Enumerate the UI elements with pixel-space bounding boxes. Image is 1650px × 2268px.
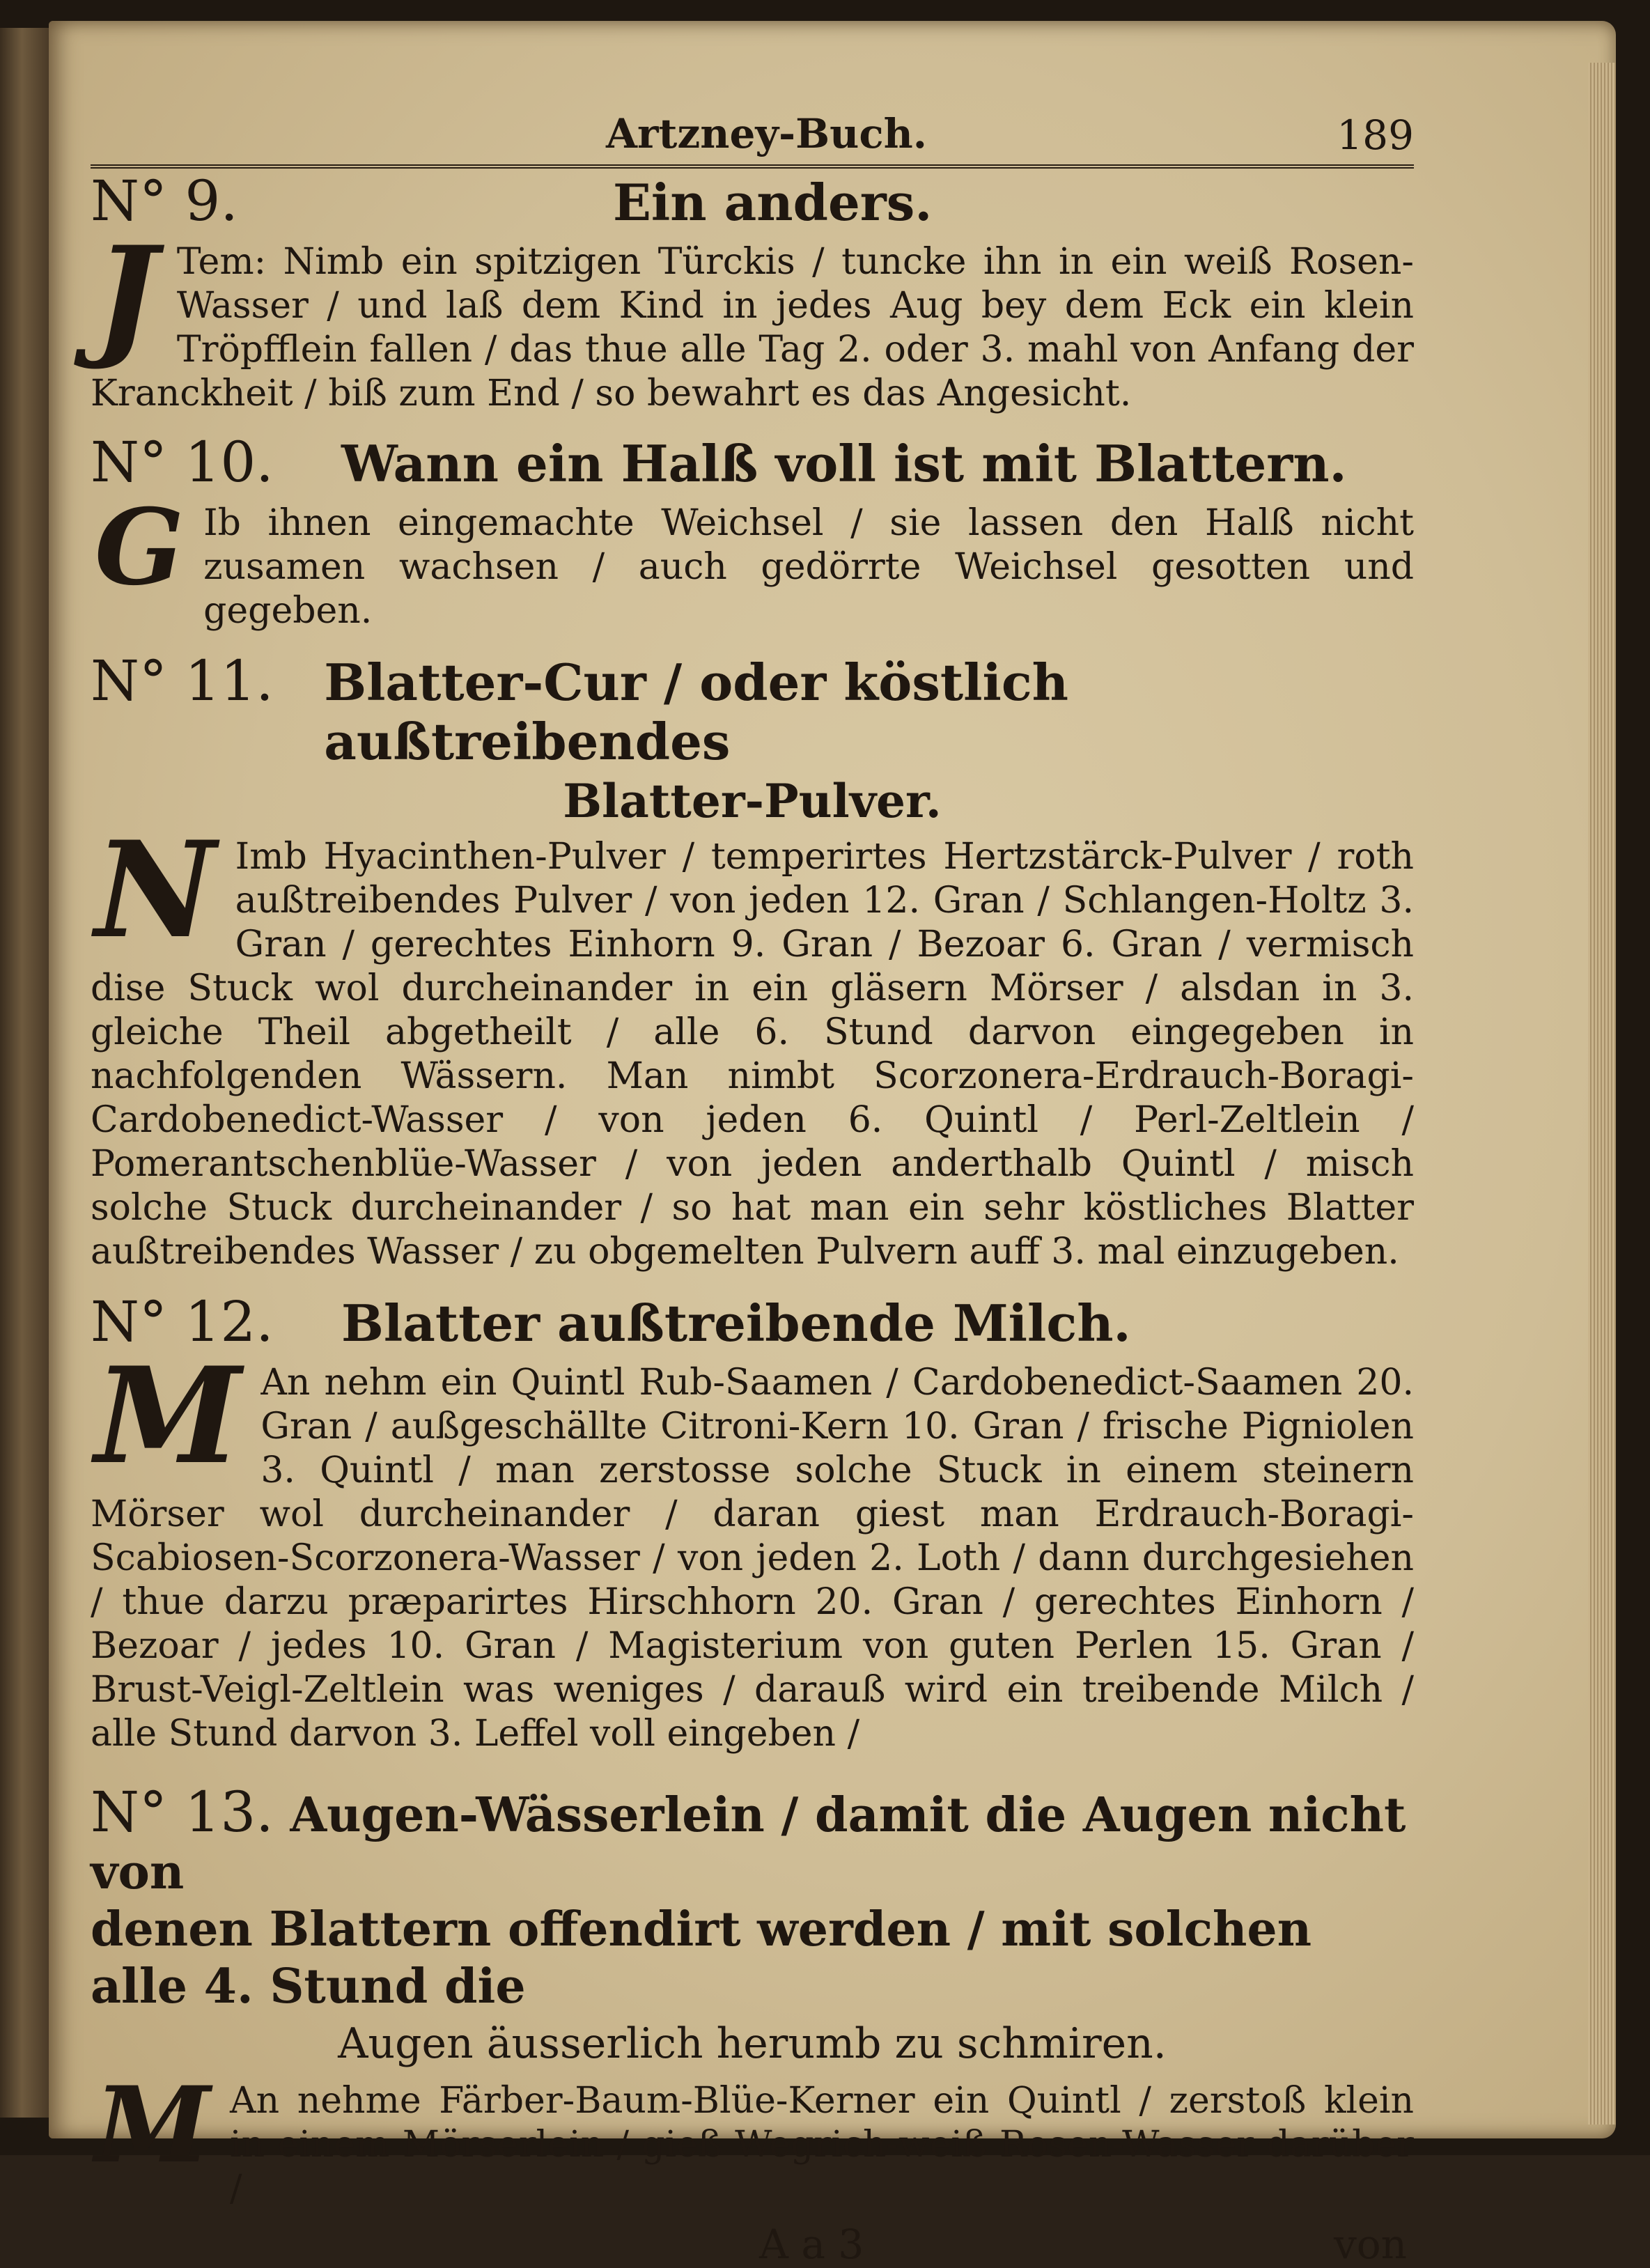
section-title: Ein anders. xyxy=(613,173,933,232)
page-number: 189 xyxy=(1337,111,1414,159)
header-rule xyxy=(91,164,1414,169)
section-heading-13 xyxy=(91,1780,1414,2072)
catchword: von xyxy=(1333,2221,1407,2268)
section-text-12 xyxy=(91,1338,1414,1756)
section-heading-10 xyxy=(91,430,1414,495)
running-title: Artzney-Buch. xyxy=(606,110,927,157)
section-text-10 xyxy=(91,486,1414,633)
facing-page-edge xyxy=(0,28,49,2118)
paragraph-body: An nehme Färber-Baum-Blüe-Kerner ein Quintl / zerstoß klein in einem Mörserlein / gieß Wegrich-weiß Rosen-Wasser darüber / xyxy=(230,2080,1414,2209)
drop-initial: G xyxy=(95,486,185,609)
section-title-line: denen Blattern offendirt werden / mit solchen alle 4. Stund die xyxy=(91,1902,1312,2014)
page-footer xyxy=(91,2221,1414,2268)
section-subtitle: Blatter-Pulver. xyxy=(563,774,942,828)
section-heading-12 xyxy=(91,1289,1414,1354)
signature-mark: A a 3 xyxy=(759,2221,864,2268)
section-text-13 xyxy=(91,2064,1414,2211)
section-title: Wann ein Halß voll ist mit Blattern. xyxy=(341,434,1347,493)
paragraph-body: Imb Hyacinthen-Pulver / temperirtes Hertzstärck-Pulver / roth außtreibendes Pulver / von jeden 12. Gran / Schlangen-Holtz 3. Gran / gerechtes Einhorn 9. Gran / Bezoar 6. Gran / vermisch dise Stuck wol durcheinander in ein gläsern Mörser / alsdan in 3. gleiche Theil abgetheilt / alle 6. Stund darvon eingegeben in nachfolgenden Wässern. Man nimbt Scorzonera-Erdrauch-Boragi-Cardobenedict-Wasser / von jeden 6. Quintl / Perl-Zeltlein / Pomerantschenblüe-Wasser / von jeden anderthalb Quintl / misch solche Stuck durcheinander / so hat man ein sehr köstliches Blatter außtreibendes Wasser / zu obgemelten Pulvern auff 3. mal einzugeben. xyxy=(91,836,1414,1273)
section-title: Blatter außtreibende Milch. xyxy=(341,1294,1131,1353)
drop-initial: M xyxy=(95,2064,211,2187)
section-title-line: Augen-Wässerlein / damit die Augen nicht von xyxy=(91,1787,1406,1900)
section-title-line: Augen äusserlich herumb zu schmiren. xyxy=(338,2019,1167,2068)
section-number: N° 9. xyxy=(91,169,238,233)
drop-initial: N xyxy=(95,812,216,968)
section-number: N° 12. xyxy=(91,1289,274,1354)
paragraph-body: Ib ihnen eingemachte Weichsel / sie lassen den Halß nicht zusamen wachsen / auch gedörrte Weichsel gesotten und gegeben. xyxy=(203,502,1414,632)
section-number: N° 11. xyxy=(91,648,274,713)
section-number: N° 10. xyxy=(91,430,274,495)
section-heading-11 xyxy=(91,648,1414,771)
section-title: Blatter-Cur / oder köstlich außtreibendes xyxy=(324,653,1069,771)
drop-initial: M xyxy=(95,1338,242,1493)
paragraph-body: Tem: Nimb ein spitzigen Türckis / tuncke ihn in ein weiß Rosen-Wasser / und laß dem Kind in jedes Aug bey dem Eck ein klein Tröpfflein fallen / das thue alle Tag 2. oder 3. mahl von Anfang der Kranckheit / biß zum End / so bewahrt es das Angesicht. xyxy=(91,241,1414,414)
section-text-9 xyxy=(91,217,1414,416)
paragraph-body: An nehm ein Quintl Rub-Saamen / Cardobenedict-Saamen 20. Gran / außgeschällte Citroni-Kern 10. Gran / frische Pigniolen 3. Quintl / man zerstosse solche Stuck in einem steinern Mörser wol durcheinander / daran giest man Erdrauch-Boragi-Scabiosen-Scorzonera-Wasser / von jeden 2. Loth / dann durchgesiehen / thue darzu præparirtes Hirschhorn 20. Gran / gerechtes Einhorn / Bezoar / jedes 10. Gran / Magisterium von guten Perlen 15. Gran / Brust-Veigl-Zeltlein was weniges / darauß wird ein treibende Milch / alle Stund darvon 3. Leffel voll eingeben / xyxy=(91,1362,1414,1755)
page-stack-edge xyxy=(1588,63,1616,2125)
running-head xyxy=(91,84,1414,159)
page-content xyxy=(91,84,1414,2268)
section-number: N° 13. xyxy=(91,1780,274,1844)
drop-initial: J xyxy=(95,217,157,373)
section-text-11 xyxy=(91,812,1414,1274)
section-heading-9 xyxy=(91,169,1414,233)
